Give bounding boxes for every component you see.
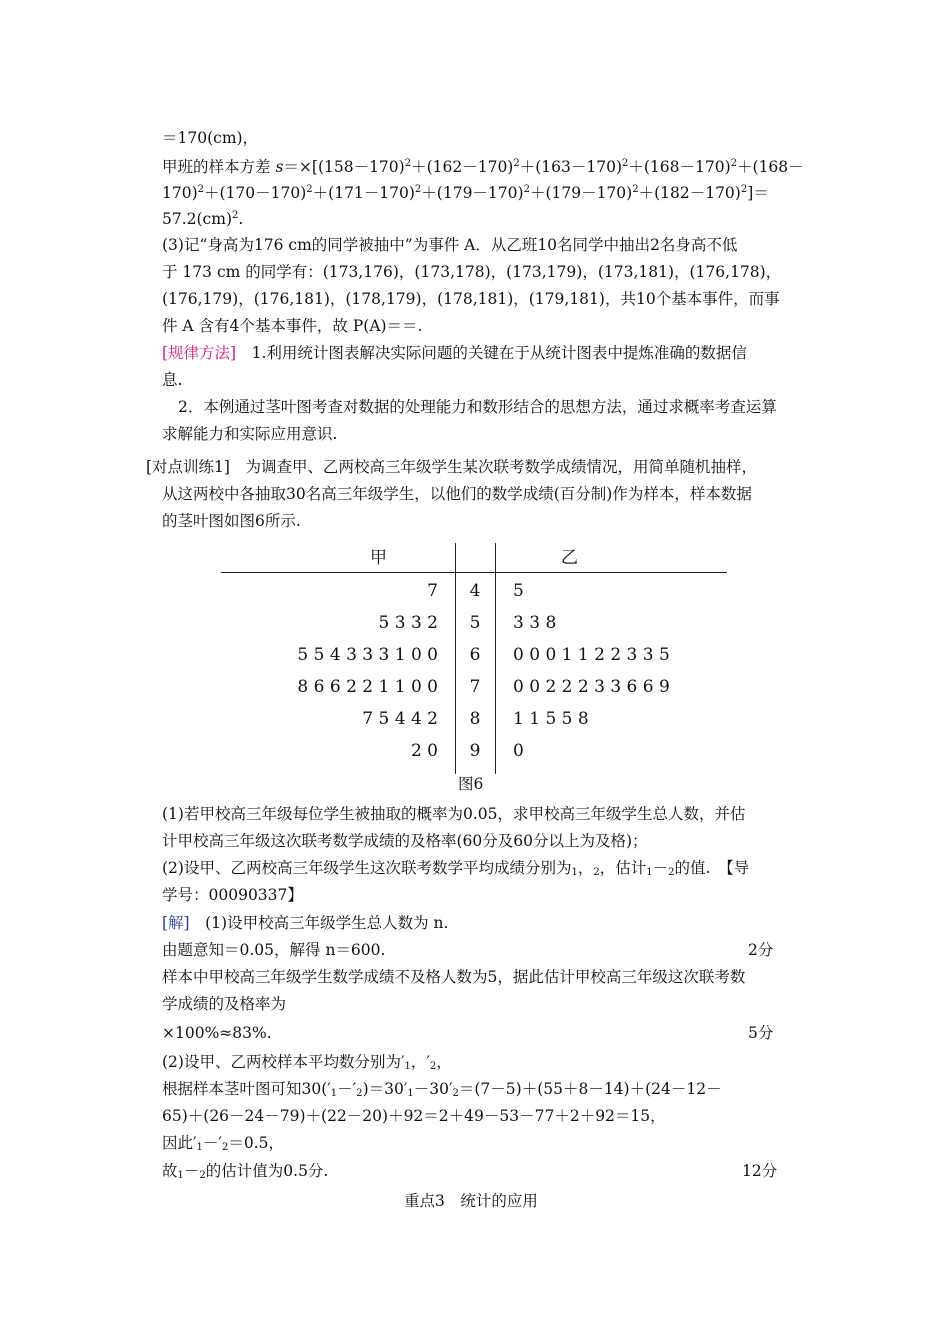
text-line: 根据样本茎叶图可知$30('_1-'_2)=30'_1-30'_2=(7-5)+(55+8-14)+(24-12-$ xyxy=(162,1080,722,1099)
stem: 6 xyxy=(469,645,481,665)
right-leaves: 0 0 0 1 1 2 2 3 3 5 xyxy=(513,645,670,665)
left-leaves: 8 6 6 2 2 1 1 0 0 xyxy=(297,677,438,697)
text-line: 的茎叶图如图6所示. xyxy=(162,512,301,530)
left-header: 甲 xyxy=(370,548,387,568)
variance-line-2: $170)^2+(170-170)^2+(171-170)^2+(179-170)^2+(179-170)^2+(182-170)^2]=$ xyxy=(162,184,769,202)
right-leaves: 3 3 8 xyxy=(513,613,557,633)
method-line: [规律方法] 1.利用统计图表解决实际问题的关键在于从统计图表中提炼准确的数据信 xyxy=(162,344,747,362)
training-line: [对点训练1] 为调查甲、乙两校高三年级学生某次联考数学成绩情况，用简单随机抽样， xyxy=(146,458,757,476)
right-header: 乙 xyxy=(561,548,578,568)
stem: 9 xyxy=(469,741,481,761)
left-leaves: 5 5 4 3 3 3 1 0 0 xyxy=(297,645,438,665)
solution-line: [解] (1)设甲校高三年级学生总人数为 n. xyxy=(162,914,449,932)
text-line: 求解能力和实际应用意识. xyxy=(162,425,338,443)
text-line: 于 173 cm 的同学有：(173,176)，(173,178)，(173,179)，(173,181)，(176,178)， xyxy=(162,263,782,281)
stem-divider-right xyxy=(495,543,496,774)
method-tag: [规律方法] xyxy=(162,344,237,362)
text-line: 计甲校高三年级这次联考数学成绩的及格率(60分及60分以上为及格)； xyxy=(162,832,648,850)
text-line: 从这两校中各抽取30名高三年级学生，以他们的数学成绩(百分制)作为样本，样本数据 xyxy=(162,485,752,503)
score-label: 2分 xyxy=(748,941,774,959)
left-leaves: 5 3 3 2 xyxy=(378,613,438,633)
left-leaves: 7 xyxy=(427,581,438,601)
header-divider xyxy=(221,572,727,573)
text-line: 故$_1-_2$的估计值为0.5分. xyxy=(162,1162,329,1181)
right-leaves: 5 xyxy=(513,581,524,601)
variance-line-1: 甲班的样本方差 $s=\times[(158-170)^2+(162-170)^2+(163-170)^2+(168-170)^2+(168-$ xyxy=(162,158,804,176)
solution-tag: [解] xyxy=(162,914,190,932)
text-line: 因此$'_1-'_2=0.5$， xyxy=(162,1134,284,1153)
text-line: 2．本例通过茎叶图考查对数据的处理能力和数形结合的思想方法，通过求概率考查运算 xyxy=(178,398,777,416)
score-label: 5分 xyxy=(748,1024,774,1042)
stem: 4 xyxy=(469,581,481,601)
stem-divider-left xyxy=(455,543,456,774)
text-line: (3)记“身高为176 cm的同学被抽中”为事件 A．从乙班10名同学中抽出2名身高不低 xyxy=(162,236,738,254)
right-leaves: 0 0 2 2 2 3 3 6 6 9 xyxy=(513,677,670,697)
text-line: (176,179)，(176,181)，(178,179)，(178,181)，(179,181)，共10个基本事件，而事 xyxy=(162,290,780,308)
left-leaves: 2 0 xyxy=(410,741,438,761)
text-line: ×100%≈83%. xyxy=(162,1024,272,1042)
text-line: (2)设甲、乙两校样本平均数分别为$'_1$，$'_2$， xyxy=(162,1053,452,1072)
text-line: (1)若甲校高三年级每位学生被抽取的概率为0.05，求甲校高三年级学生总人数，并估 xyxy=(162,805,746,823)
score-label: 12分 xyxy=(742,1162,778,1180)
text-line: ＝170(cm)， xyxy=(162,129,259,147)
figure-caption: 图6 xyxy=(458,775,484,793)
text-line: 学成绩的及格率为 xyxy=(162,995,287,1013)
stem: 7 xyxy=(469,677,481,697)
training-tag: [对点训练1] xyxy=(146,458,230,476)
left-leaves: 7 5 4 4 2 xyxy=(362,709,438,729)
variance-line-3: 57.2(cm)$^2$. xyxy=(162,210,244,228)
stem: 8 xyxy=(469,709,481,729)
text-line: 由题意知＝0.05，解得 n＝600. xyxy=(162,941,386,959)
text-line: 息. xyxy=(162,371,183,389)
right-leaves: 1 1 5 5 8 xyxy=(513,709,589,729)
section-title: 重点3 统计的应用 xyxy=(404,1192,538,1210)
stem: 5 xyxy=(469,613,481,633)
text-line: 件 A 含有4个基本事件，故 P(A)＝＝. xyxy=(162,317,423,335)
text-line: 学号：00090337】 xyxy=(162,886,303,904)
question-2-line: (2)设甲、乙两校高三年级学生这次联考数学平均成绩分别为$_1$，$_2$，估计$_1-_2$的值. 【导 xyxy=(162,859,750,878)
text-line: 65)＋(26－24－79)＋(22－20)＋92＝2＋49－53－77＋2＋92＝15， xyxy=(162,1107,666,1125)
text-line: 样本中甲校高三年级学生数学成绩不及格人数为5，据此估计甲校高三年级这次联考数 xyxy=(162,968,746,986)
right-leaves: 0 xyxy=(513,741,524,761)
